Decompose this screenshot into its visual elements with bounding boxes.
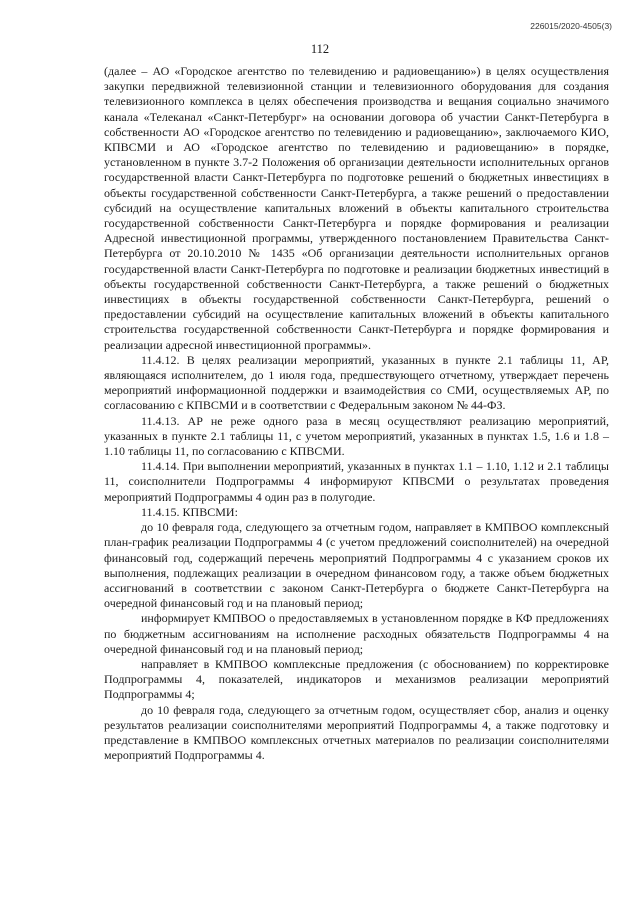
paragraph: 11.4.12. В целях реализации мероприятий, указанных в пункте 2.1 таблицы 11, АР, являющаяся исполнителем, до 1 июля года, предшествующего отчетному, утверждает перечень мероприятий информационной поддержки и взаимодействия со СМИ, осуществляемых АР, по согласованию с КПВСМИ и в соответствии с Федеральным законом № 44-ФЗ. bbox=[104, 352, 609, 413]
paragraph: 11.4.13. АР не реже одного раза в месяц осуществляют реализацию мероприятий, указанных в пункте 2.1 таблицы 11, с учетом мероприятий, указанных в пунктах 1.5, 1.6 и 1.8 – 1.10 таблицы 11, по согласованию с КПВСМИ. bbox=[104, 413, 609, 459]
document-body bbox=[104, 64, 609, 763]
page-number: 112 bbox=[310, 42, 330, 56]
paragraph: до 10 февраля года, следующего за отчетным годом, направляет в КМПВОО комплексный план-график реализации Подпрограммы 4 (с учетом предложений соисполнителей) на очередной финансовый год, содержащий перечень мероприятий Подпрограммы 4 с указанием сроков их выполнения, подлежащих реализации в очередном финансовом году, а также объем бюджетных ассигнований в соответствии с законом Санкт-Петербурга о бюджете Санкт-Петербурга на очередной финансовый год и на плановый период; bbox=[104, 520, 609, 611]
document-code: 226015/2020-4505(3) bbox=[530, 21, 612, 31]
paragraph: (далее – АО «Городское агентство по телевидению и радиовещанию») в целях осуществления закупки передвижной телевизионной станции и телевизионного оборудования для создания телевизионного комплекса в целях обеспечения производства и вещания социально значимого канала «Телеканал «Санкт-Петербург» на основании договора об участии Санкт-Петербурга в собственности АО «Городское агентство по телевидению и радиовещанию», заключаемого КИО, КПВСМИ и АО «Городское агентство по телевидению и радиовещанию» в порядке, установленном в пункте 3.7-2 Положения об организации деятельности исполнительных органов государственной власти Санкт-Петербурга по подготовке решений о бюджетных инвестициях в объекты государственной собственности Санкт-Петербурга, а также решений о предоставлении субсидий на осуществление капитальных вложений в объекты капитального строительства государственной собственности Санкт-Петербурга и порядке формирования и реализации Адресной инвестиционной программы, утвержденного постановлением Правительства Санкт-Петербурга от 20.10.2010 № 1435 «Об организации деятельности исполнительных органов государственной власти Санкт-Петербурга по подготовке и реализации бюджетных инвестиций в объекты государственной собственности Санкт-Петербурга, а также решений о бюджетных инвестициях в объекты государственной собственности Санкт-Петербурга, решений о предоставлении субсидий на осуществление капитальных вложений в объекты капитального строительства государственной собственности Санкт-Петербурга и порядке формирования и реализации адресной инвестиционной программы». bbox=[104, 64, 609, 352]
paragraph: направляет в КМПВОО комплексные предложения (с обоснованием) по корректировке Подпрограммы 4, показателей, индикаторов и механизмов реализации мероприятий Подпрограммы 4; bbox=[104, 656, 609, 702]
paragraph: информирует КМПВОО о предоставляемых в установленном порядке в КФ предложениях по бюджетным ассигнованиям на исполнение расходных обязательств Подпрограммы 4 на очередной финансовый год и на плановый период; bbox=[104, 611, 609, 656]
paragraph: 11.4.14. При выполнении мероприятий, указанных в пунктах 1.1 – 1.10, 1.12 и 2.1 таблицы 11, соисполнители Подпрограммы 4 информируют КПВСМИ о результатах проведения мероприятий Подпрограммы 4 один раз в полугодие. bbox=[104, 459, 609, 504]
paragraph: до 10 февраля года, следующего за отчетным годом, осуществляет сбор, анализ и оценку результатов реализации соисполнителями мероприятий Подпрограммы 4, а также подготовку и представление в КМПВОО комплексных отчетных материалов по реализации соисполнителями мероприятий Подпрограммы 4. bbox=[104, 702, 609, 763]
paragraph: 11.4.15. КПВСМИ: bbox=[141, 504, 238, 519]
